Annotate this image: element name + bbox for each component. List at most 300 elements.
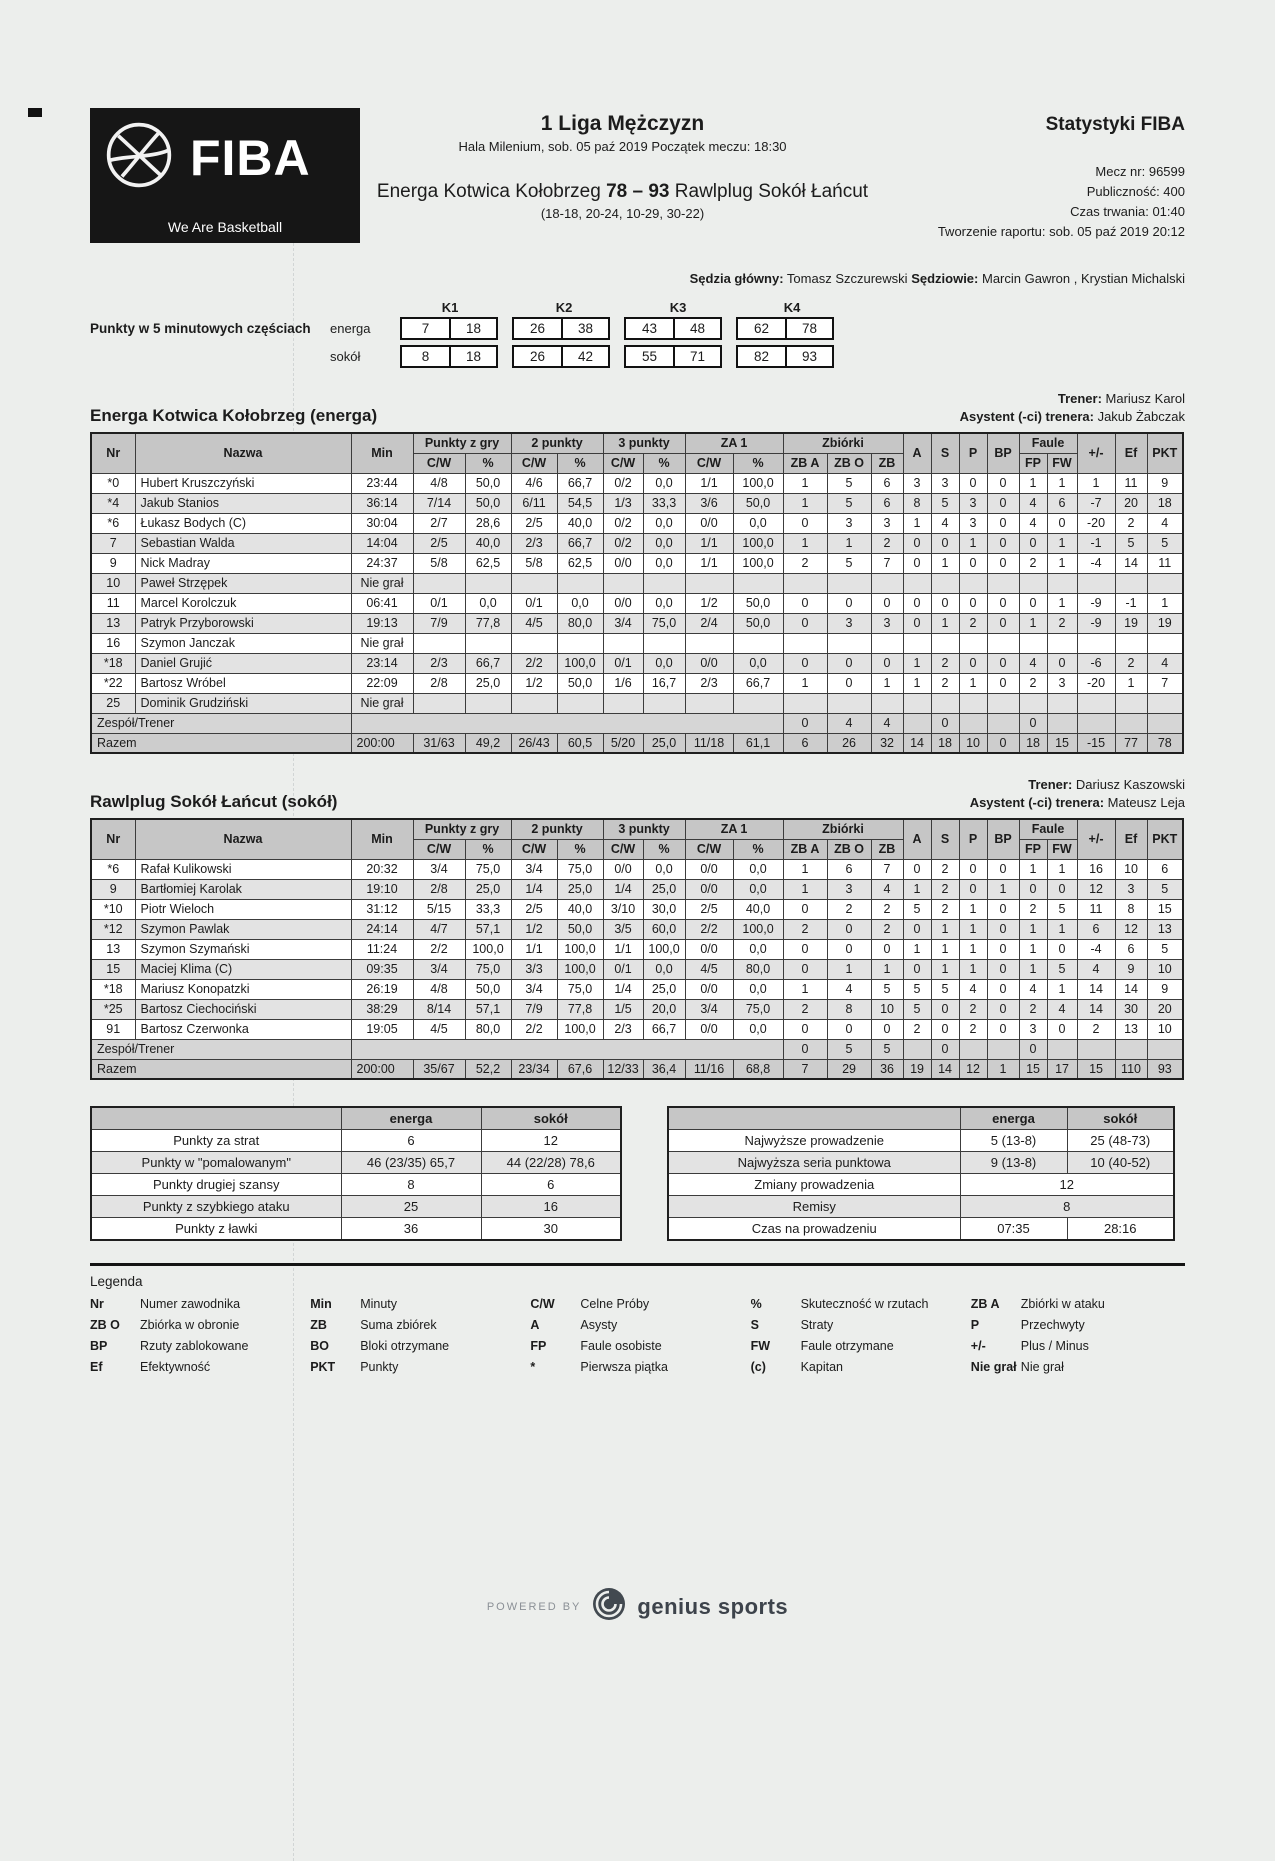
col-fg: Punkty z gry — [413, 433, 511, 453]
legend-abbr: * — [530, 1360, 536, 1374]
cell: 18 — [931, 733, 959, 753]
cell: 75,0 — [465, 859, 511, 879]
cell: 25,0 — [465, 673, 511, 693]
cell: 61,1 — [733, 733, 783, 753]
cell: 1 — [1147, 593, 1183, 613]
cell: Bartłomiej Karolak — [135, 879, 351, 899]
cell: 0 — [987, 593, 1019, 613]
cell: 19:13 — [351, 613, 413, 633]
cell: 0 — [931, 1039, 959, 1059]
cell: 2 — [783, 553, 827, 573]
table-row — [91, 1059, 1183, 1079]
cell — [871, 693, 903, 713]
cell: 30:04 — [351, 513, 413, 533]
cell: 9 (13-8) — [960, 1152, 1067, 1174]
cell — [1147, 713, 1183, 733]
cell: 11/16 — [685, 1059, 733, 1079]
cell: 3/4 — [603, 613, 643, 633]
cell: 12 — [1115, 919, 1147, 939]
cell: 0 — [1047, 653, 1077, 673]
cell: Sebastian Walda — [135, 533, 351, 553]
cell: -20 — [1077, 513, 1115, 533]
cell: 91 — [91, 1019, 135, 1039]
cell: 0 — [783, 899, 827, 919]
cell: 36 — [341, 1218, 481, 1241]
cell: 77,8 — [557, 999, 603, 1019]
cell: 7 — [871, 859, 903, 879]
cell: 77,8 — [465, 613, 511, 633]
cell: 0 — [987, 939, 1019, 959]
cell: 5 — [1147, 939, 1183, 959]
cell: 4 — [1147, 513, 1183, 533]
cell: 5 — [903, 899, 931, 919]
cell: 40,0 — [733, 899, 783, 919]
cell: 0 — [1019, 879, 1047, 899]
cell: 46 (23/35) 65,7 — [341, 1152, 481, 1174]
cell: 6 — [1047, 493, 1077, 513]
col-made-attempted: C/W — [685, 839, 733, 859]
legend-abbr: C/W — [530, 1297, 555, 1311]
report-generated: Tworzenie raportu: sob. 05 paź 2019 20:12 — [937, 224, 1185, 239]
cell: Łukasz Bodych (C) — [135, 513, 351, 533]
cell: Najwyższa seria punktowa — [668, 1152, 960, 1174]
cell: 25 — [91, 693, 135, 713]
legend-item — [971, 1360, 1185, 1374]
cell — [1115, 693, 1147, 713]
cell: 14:04 — [351, 533, 413, 553]
match-number: Mecz nr: 96599 — [1095, 164, 1185, 179]
cell: 10 — [1147, 1019, 1183, 1039]
legend-title: Legenda — [90, 1274, 143, 1289]
cell: 5 — [931, 979, 959, 999]
cell: 0 — [871, 653, 903, 673]
cell — [685, 693, 733, 713]
table-row — [91, 533, 1183, 553]
legend-item — [530, 1339, 744, 1353]
cell: 8 — [960, 1196, 1174, 1218]
report-page — [0, 108, 1275, 1374]
cell: 19:05 — [351, 1019, 413, 1039]
cell — [987, 1039, 1019, 1059]
quarter-score-box — [400, 345, 498, 368]
cell: 1/6 — [603, 673, 643, 693]
legend-desc: Pierwsza piątka — [580, 1360, 668, 1374]
fiba-logo-top — [102, 118, 348, 197]
quarter-score: 18 — [449, 347, 496, 366]
cell: Szymon Pawlak — [135, 919, 351, 939]
cell: 0 — [987, 999, 1019, 1019]
cell: 0 — [987, 613, 1019, 633]
cell: 12 — [1077, 879, 1115, 899]
cell: 13 — [1147, 919, 1183, 939]
table-row — [91, 1196, 621, 1218]
cell: 9 — [91, 879, 135, 899]
cell: 100,0 — [733, 553, 783, 573]
cell: 5/8 — [413, 553, 465, 573]
cell: 3/6 — [685, 493, 733, 513]
cell — [783, 633, 827, 653]
cell: 12 — [960, 1174, 1174, 1196]
cell: 3/10 — [603, 899, 643, 919]
fiba-ball-icon — [102, 118, 176, 197]
cell: 0,0 — [733, 979, 783, 999]
col-pct: % — [465, 839, 511, 859]
legend-desc: Efektywność — [140, 1360, 211, 1374]
cell: 5 — [827, 553, 871, 573]
cell — [1077, 713, 1115, 733]
table-row — [91, 553, 1183, 573]
table-row — [91, 919, 1183, 939]
cell: 50,0 — [733, 493, 783, 513]
quarter-score: 8 — [421, 349, 430, 364]
cell: 0,0 — [643, 473, 685, 493]
cell: 23/34 — [511, 1059, 557, 1079]
legend-item — [310, 1318, 524, 1332]
cell: 32 — [871, 733, 903, 753]
cell: 4/6 — [511, 473, 557, 493]
cell: 2 — [931, 653, 959, 673]
away-team-name: Rawlplug Sokół Łańcut — [674, 181, 869, 202]
cell: 5 — [931, 493, 959, 513]
cell: 20,0 — [643, 999, 685, 1019]
leads-summary-table — [667, 1106, 1175, 1241]
table-row — [91, 979, 1183, 999]
col-made-attempted: C/W — [511, 453, 557, 473]
cell: 50,0 — [733, 613, 783, 633]
cell: 110 — [1115, 1059, 1147, 1079]
cell: 0 — [987, 533, 1019, 553]
cell — [959, 693, 987, 713]
cell: 0 — [783, 613, 827, 633]
cell: 67,6 — [557, 1059, 603, 1079]
cell: 66,7 — [557, 533, 603, 553]
cell: 100,0 — [465, 939, 511, 959]
cell — [871, 633, 903, 653]
summary-col-sokol: sokół — [481, 1107, 621, 1130]
footer — [0, 1588, 1275, 1625]
cell: Bartosz Ciechociński — [135, 999, 351, 1019]
table-row — [91, 1019, 1183, 1039]
cell: 49,2 — [465, 733, 511, 753]
cell: 25,0 — [465, 879, 511, 899]
cell: 36,4 — [643, 1059, 685, 1079]
cell: 2 — [1019, 899, 1047, 919]
cell: 20 — [1147, 999, 1183, 1019]
col-nr: Nr — [91, 433, 135, 473]
team1-team-row — [91, 713, 1183, 733]
table-row — [668, 1130, 1174, 1152]
legend-abbr: ZB — [310, 1318, 327, 1332]
cell: 2 — [931, 859, 959, 879]
cell: 1 — [783, 473, 827, 493]
cell: 8 — [903, 493, 931, 513]
cell — [511, 633, 557, 653]
cell: 0,0 — [643, 959, 685, 979]
cell: 25 (48-73) — [1067, 1130, 1174, 1152]
table-row — [91, 733, 1183, 753]
cell: 10 — [1147, 959, 1183, 979]
cell: 06:41 — [351, 593, 413, 613]
cell: 1/1 — [685, 553, 733, 573]
team1-header — [90, 390, 1185, 426]
legend-item — [310, 1360, 524, 1374]
cell: 11 — [1115, 473, 1147, 493]
legend-abbr: FW — [750, 1339, 771, 1353]
cell: 1 — [1115, 673, 1147, 693]
cell: 0/0 — [685, 879, 733, 899]
cell: 60,5 — [557, 733, 603, 753]
team2-player-rows — [91, 859, 1183, 1039]
cell: 0 — [871, 593, 903, 613]
cell: 7/9 — [511, 999, 557, 1019]
team-short-name: energa — [330, 321, 371, 336]
cell — [733, 633, 783, 653]
cell: 2 — [931, 899, 959, 919]
cell — [1047, 693, 1077, 713]
cell: 6 — [783, 733, 827, 753]
cell: 0,0 — [733, 653, 783, 673]
cell: 0,0 — [643, 513, 685, 533]
cell: 5 (13-8) — [960, 1130, 1067, 1152]
cell: 2 — [871, 533, 903, 553]
cell: 2/5 — [685, 899, 733, 919]
cell: 10 — [91, 573, 135, 593]
cell — [685, 633, 733, 653]
cell: 9 — [1147, 979, 1183, 999]
cell: 1 — [1019, 939, 1047, 959]
cell: 1 — [931, 939, 959, 959]
cell: 2 — [1077, 1019, 1115, 1039]
cell: 50,0 — [465, 493, 511, 513]
cell: 13 — [91, 939, 135, 959]
cell — [931, 693, 959, 713]
table-row — [91, 673, 1183, 693]
cell — [603, 573, 643, 593]
col-plusminus: +/- — [1077, 433, 1115, 473]
cell — [1047, 573, 1077, 593]
cell: 1 — [1047, 979, 1077, 999]
cell: 0 — [987, 553, 1019, 573]
cell — [871, 573, 903, 593]
table-row — [91, 693, 1183, 713]
cell: 25 — [341, 1196, 481, 1218]
legend-desc: Zbiórki w ataku — [1020, 1297, 1105, 1311]
cell — [827, 693, 871, 713]
team2-title: Rawlplug Sokół Łańcut (sokół) — [90, 792, 338, 811]
cell: 100,0 — [733, 473, 783, 493]
col-assists: A — [903, 819, 931, 859]
summary-section — [90, 1106, 1185, 1241]
cell — [413, 573, 465, 593]
cell: 7 — [91, 533, 135, 553]
cell: 66,7 — [465, 653, 511, 673]
cell — [1115, 1039, 1147, 1059]
legend-desc: Przechwyty — [1020, 1318, 1085, 1332]
quarter-section-label: Punkty w 5 minutowych częściach — [90, 321, 311, 336]
cell — [827, 573, 871, 593]
cell: 0 — [1047, 513, 1077, 533]
cell: Paweł Strzępek — [135, 573, 351, 593]
cell: 13 — [91, 613, 135, 633]
cell: Rafał Kulikowski — [135, 859, 351, 879]
cell: 5 — [827, 1039, 871, 1059]
cell: 2 — [1115, 653, 1147, 673]
legend-item — [90, 1297, 304, 1311]
cell: 0/0 — [685, 939, 733, 959]
cell: 3 — [827, 613, 871, 633]
cell — [643, 633, 685, 653]
stats-header — [91, 433, 1183, 473]
cell — [987, 693, 1019, 713]
cell: 3 — [931, 473, 959, 493]
table-row — [91, 593, 1183, 613]
cell: 0 — [987, 673, 1019, 693]
quarter-score-box — [736, 317, 834, 340]
table-row — [91, 1218, 621, 1241]
cell: 2/5 — [511, 513, 557, 533]
cell: 0 — [959, 859, 987, 879]
cell: 0 — [931, 533, 959, 553]
cell — [959, 573, 987, 593]
legend-abbr: Nr — [90, 1297, 104, 1311]
quarter-score-boxes — [400, 317, 834, 340]
cell: 24:14 — [351, 919, 413, 939]
cell: 0/0 — [685, 513, 733, 533]
col-fouls: Faule — [1019, 819, 1077, 839]
cell: Nick Madray — [135, 553, 351, 573]
table-row — [91, 513, 1183, 533]
cell: 1/4 — [511, 879, 557, 899]
cell: Patryk Przyborowski — [135, 613, 351, 633]
cell: 1 — [827, 533, 871, 553]
quarter-score: 18 — [449, 319, 496, 338]
cell: 9 — [1115, 959, 1147, 979]
points-summary-table — [90, 1106, 622, 1241]
cell: 10 (40-52) — [1067, 1152, 1174, 1174]
summary-col-sokol: sokół — [1067, 1107, 1174, 1130]
quarter-score-box — [512, 317, 610, 340]
cell: 0,0 — [465, 593, 511, 613]
cell: 2 — [1047, 613, 1077, 633]
table-row — [91, 859, 1183, 879]
cell: 7/14 — [413, 493, 465, 513]
cell: 1 — [871, 673, 903, 693]
cell: 0/2 — [603, 533, 643, 553]
legend-item — [310, 1297, 524, 1311]
cell: *4 — [91, 493, 135, 513]
points-summary-rows — [91, 1130, 621, 1241]
cell: 36 — [871, 1059, 903, 1079]
cell: 2 — [871, 919, 903, 939]
col-assists: A — [903, 433, 931, 473]
quarter-score: 38 — [561, 319, 608, 338]
cell — [1115, 633, 1147, 653]
cell: Punkty z szybkiego ataku — [91, 1196, 341, 1218]
quarter-scores-line: (18-18, 20-24, 10-29, 30-22) — [540, 205, 705, 221]
cell: 0 — [987, 959, 1019, 979]
cell: 0 — [1047, 1019, 1077, 1039]
cell: Dominik Grudziński — [135, 693, 351, 713]
cell — [557, 633, 603, 653]
cell: 57,1 — [465, 919, 511, 939]
cell: 4 — [1047, 999, 1077, 1019]
cell: Maciej Klima (C) — [135, 959, 351, 979]
cell: 100,0 — [557, 1019, 603, 1039]
cell — [733, 693, 783, 713]
report-header — [90, 108, 1185, 243]
table-row — [91, 1174, 621, 1196]
cell: 5/8 — [511, 553, 557, 573]
col-pct: % — [557, 839, 603, 859]
cell — [733, 573, 783, 593]
cell: 3 — [871, 513, 903, 533]
legend-abbr: FP — [530, 1339, 547, 1353]
cell: 26:19 — [351, 979, 413, 999]
cell: Zespół/Trener — [91, 1039, 351, 1059]
cell: 1 — [1047, 473, 1077, 493]
cell: Punkty drugiej szansy — [91, 1174, 341, 1196]
col-min: Min — [351, 433, 413, 473]
cell — [931, 573, 959, 593]
cell: 66,7 — [643, 1019, 685, 1039]
cell — [783, 573, 827, 593]
cell: 30 — [481, 1218, 621, 1241]
cell: -15 — [1077, 733, 1115, 753]
cell: Punkty z ławki — [91, 1218, 341, 1241]
cell — [903, 713, 931, 733]
meta-block — [885, 162, 1185, 242]
legend-item — [751, 1360, 965, 1374]
cell: 5 — [903, 979, 931, 999]
cell: 1/1 — [685, 533, 733, 553]
col-def-rebounds: ZB O — [827, 839, 871, 859]
cell: 0 — [903, 533, 931, 553]
col-rebounds: Zbiórki — [783, 819, 903, 839]
team2-total-row — [91, 1059, 1183, 1079]
quarter-score: 71 — [673, 347, 720, 366]
cell: 2 — [1019, 553, 1047, 573]
cell: 0,0 — [733, 1019, 783, 1039]
cell: 6 — [827, 859, 871, 879]
quarter-label: K3 — [669, 300, 687, 315]
table-row — [668, 1196, 1174, 1218]
cell: 35/67 — [413, 1059, 465, 1079]
cell: 10 — [959, 733, 987, 753]
cell: 9 — [91, 553, 135, 573]
team1-total-row — [91, 733, 1183, 753]
cell: 50,0 — [465, 979, 511, 999]
cell: 100,0 — [733, 919, 783, 939]
cell: Szymon Szymański — [135, 939, 351, 959]
cell: 2 — [1019, 999, 1047, 1019]
legend-abbr: S — [750, 1318, 759, 1332]
cell: 0,0 — [557, 593, 603, 613]
cell: 75,0 — [733, 999, 783, 1019]
legend-abbr: BP — [90, 1339, 108, 1353]
quarter-score-box — [624, 317, 722, 340]
cell: 1 — [1019, 859, 1047, 879]
cell — [987, 633, 1019, 653]
cell: 2/3 — [511, 533, 557, 553]
cell — [903, 693, 931, 713]
cell — [903, 633, 931, 653]
legend-item — [751, 1318, 965, 1332]
cell: 3/3 — [511, 959, 557, 979]
cell: 33,3 — [465, 899, 511, 919]
cell: 10 — [871, 999, 903, 1019]
cell — [1147, 633, 1183, 653]
cell: 0 — [987, 1019, 1019, 1039]
